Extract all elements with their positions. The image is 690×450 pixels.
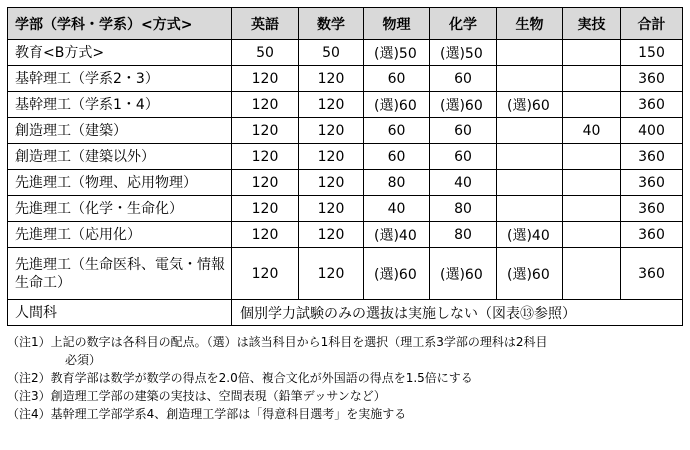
header-total: 合計 xyxy=(621,8,683,40)
cell-english: 120 xyxy=(232,222,299,248)
cell-chemistry: (選)60 xyxy=(430,92,497,118)
cell-english: 120 xyxy=(232,248,299,300)
cell-practical: 40 xyxy=(563,118,621,144)
table-row xyxy=(8,144,683,170)
footnotes xyxy=(7,333,682,423)
table-row xyxy=(8,40,683,66)
row-faculty-name: 教育<B方式> xyxy=(8,40,232,66)
cell-biology: (選)60 xyxy=(497,248,563,300)
cell-physics: 40 xyxy=(364,196,430,222)
cell-chemistry: 60 xyxy=(430,144,497,170)
cell-english: 50 xyxy=(232,40,299,66)
cell-english: 120 xyxy=(232,144,299,170)
note-1-line-1: （注1）上記の数字は各科目の配点。（選）は該当科目から1科目を選択（理工系3学部の理科は2科目 xyxy=(7,335,548,349)
cell-total: 360 xyxy=(621,170,683,196)
cell-practical xyxy=(563,144,621,170)
table-header xyxy=(8,8,683,40)
cell-chemistry: 80 xyxy=(430,196,497,222)
table-row xyxy=(8,66,683,92)
cell-chemistry: 80 xyxy=(430,222,497,248)
cell-chemistry: (選)60 xyxy=(430,248,497,300)
cell-total: 360 xyxy=(621,222,683,248)
cell-physics: 60 xyxy=(364,66,430,92)
row-faculty-name: 創造理工（建築以外） xyxy=(8,144,232,170)
cell-physics: 60 xyxy=(364,144,430,170)
cell-practical xyxy=(563,170,621,196)
row-faculty-name: 人間科 xyxy=(8,300,232,326)
cell-physics: 60 xyxy=(364,118,430,144)
cell-biology: (選)40 xyxy=(497,222,563,248)
cell-total: 360 xyxy=(621,92,683,118)
cell-math: 120 xyxy=(299,144,364,170)
cell-biology xyxy=(497,66,563,92)
cell-english: 120 xyxy=(232,196,299,222)
cell-practical xyxy=(563,196,621,222)
human-sciences-note: 個別学力試験のみの選抜は実施しない（図表⑬参照） xyxy=(232,300,683,326)
table-row xyxy=(8,196,683,222)
cell-chemistry: (選)50 xyxy=(430,40,497,66)
row-faculty-name: 先進理工（応用化） xyxy=(8,222,232,248)
row-faculty-name: 創造理工（建築） xyxy=(8,118,232,144)
cell-math: 50 xyxy=(299,40,364,66)
cell-math: 120 xyxy=(299,170,364,196)
cell-practical xyxy=(563,40,621,66)
row-faculty-name: 基幹理工（学系2・3） xyxy=(8,66,232,92)
cell-total: 360 xyxy=(621,196,683,222)
cell-practical xyxy=(563,248,621,300)
score-allocation-table xyxy=(7,7,683,326)
row-faculty-name: 先進理工（化学・生命化） xyxy=(8,196,232,222)
table-row xyxy=(8,170,683,196)
cell-biology xyxy=(497,40,563,66)
cell-practical xyxy=(563,92,621,118)
cell-math: 120 xyxy=(299,248,364,300)
header-faculty: 学部（学科・学系）<方式> xyxy=(8,8,232,40)
header-english: 英語 xyxy=(232,8,299,40)
header-chemistry: 化学 xyxy=(430,8,497,40)
table-row xyxy=(8,222,683,248)
header-row xyxy=(8,8,683,40)
cell-chemistry: 60 xyxy=(430,118,497,144)
cell-math: 120 xyxy=(299,66,364,92)
cell-english: 120 xyxy=(232,170,299,196)
cell-english: 120 xyxy=(232,118,299,144)
cell-math: 120 xyxy=(299,92,364,118)
cell-physics: (選)40 xyxy=(364,222,430,248)
cell-biology xyxy=(497,144,563,170)
table-row xyxy=(8,92,683,118)
cell-biology: (選)60 xyxy=(497,92,563,118)
header-math: 数学 xyxy=(299,8,364,40)
cell-english: 120 xyxy=(232,92,299,118)
cell-physics: (選)60 xyxy=(364,92,430,118)
score-table-container xyxy=(7,7,682,423)
cell-total: 360 xyxy=(621,66,683,92)
note-2: （注2）教育学部は数学が数学の得点を2.0倍、複合文化が外国語の得点を1.5倍にする xyxy=(7,371,473,385)
table-row xyxy=(8,248,683,300)
row-faculty-name: 先進理工（物理、応用物理） xyxy=(8,170,232,196)
row-faculty-name: 先進理工（生命医科、電気・情報生命工） xyxy=(8,248,232,300)
note-1-line-2: 必須） xyxy=(65,353,102,367)
header-physics: 物理 xyxy=(364,8,430,40)
note-4: （注4）基幹理工学部学系4、創造理工学部は「得意科目選考」を実施する xyxy=(7,407,407,421)
cell-math: 120 xyxy=(299,118,364,144)
cell-chemistry: 40 xyxy=(430,170,497,196)
header-practical: 実技 xyxy=(563,8,621,40)
cell-biology xyxy=(497,118,563,144)
cell-math: 120 xyxy=(299,196,364,222)
cell-total: 150 xyxy=(621,40,683,66)
cell-total: 360 xyxy=(621,248,683,300)
table-row xyxy=(8,118,683,144)
row-faculty-name: 基幹理工（学系1・4） xyxy=(8,92,232,118)
cell-total: 360 xyxy=(621,144,683,170)
cell-physics: 80 xyxy=(364,170,430,196)
table-body xyxy=(8,40,683,326)
cell-total: 400 xyxy=(621,118,683,144)
cell-biology xyxy=(497,170,563,196)
cell-physics: (選)60 xyxy=(364,248,430,300)
header-biology: 生物 xyxy=(497,8,563,40)
cell-practical xyxy=(563,222,621,248)
cell-english: 120 xyxy=(232,66,299,92)
cell-practical xyxy=(563,66,621,92)
cell-chemistry: 60 xyxy=(430,66,497,92)
cell-physics: (選)50 xyxy=(364,40,430,66)
note-3: （注3）創造理工学部の建築の実技は、空間表現（鉛筆デッサンなど） xyxy=(7,389,386,403)
cell-biology xyxy=(497,196,563,222)
cell-math: 120 xyxy=(299,222,364,248)
table-row-human-sciences xyxy=(8,300,683,326)
